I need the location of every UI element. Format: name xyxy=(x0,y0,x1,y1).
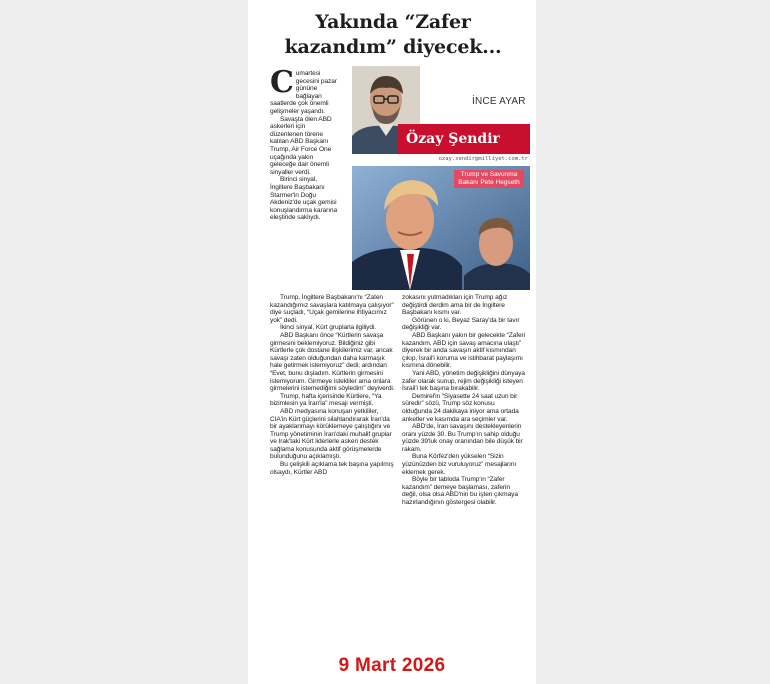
paragraph: Trump, hafta içerisinde Kürtlere, “Ya bizimlesin ya İran'la” mesajı vermişti. xyxy=(270,392,382,408)
photo-caption: Trump ve Savunma Bakanı Pete Hegseth xyxy=(454,170,524,188)
paragraph: Savaşta ölen ABD askerleri için düzenlenen törene katılan ABD Başkanı Trump, Air Force One uçağında yakın geleceğe dair önemli sinyaller verdi. xyxy=(270,115,332,176)
article-headline: Yakında “Zafer kazandım” diyecek... xyxy=(284,11,502,58)
paragraph: Birinci sinyal, İngiltere Başbakanı Starmer'in Doğu Akdeniz'de uçak gemisi konuşlandırma kararına eleştiride saklıydı. xyxy=(270,176,338,222)
columnist-header xyxy=(352,66,530,162)
article-column-left-bottom xyxy=(270,294,395,476)
column-series-name: İNCE AYAR xyxy=(472,96,526,107)
author-email: ozay.sendir@milliyet.com.tr xyxy=(438,156,528,162)
paragraph: ABD medyasına konuşan yetkililer, CIA'in Kürt güçlerini silahlandırarak İran'da bir ayaklanmayı körüklemeye çalıştığını ve Trump yönetiminin İran'daki muhalif gruplar ve Irak'taki Kürt liderlerle askeri destek sağlama konusunda aktif görüşmelerde bulunduğunu açıklamıştı. xyxy=(270,407,392,461)
publication-date: 9 Mart 2026 xyxy=(338,655,446,676)
paragraph: ABD Başkanı yakın bir gelecekte “Zaferi kazandım, ABD için savaş amacına ulaştı” diyerek bir anda savaşın aktif kısmından çıkıp, İsrail'i koruma ve istihbarat paylaşımı kısmına dönebilir. xyxy=(402,331,526,370)
paragraph: Yani ABD, yönetim değişikliğini dünyaya zafer olarak sunup, rejim değişikliği isteyen İsrail'i tek başına bırakabilir. xyxy=(402,369,525,393)
paragraph: İkinci sinyal, Kürt gruplarla ilgiliydi. xyxy=(280,324,377,332)
paragraph: Görünen o ki, Beyaz Saray'da bir tavır değişikliği var. xyxy=(402,316,520,332)
paragraph: Trump, İngiltere Başbakanı'nı “Zaten kazandığımız savaşlara katılmaya çalışıyor” diye suçladı, “Uçak gemilerine ihtiyacımız yok” dedi. xyxy=(270,294,394,324)
author-name: Özay Şendir xyxy=(398,124,530,154)
article-column-left-top xyxy=(270,65,340,222)
article-photo xyxy=(352,166,530,290)
dropcap: C xyxy=(270,65,294,100)
paragraph: ABD'de, İran savaşını destekleyenlerin oranı yüzde 30. Bu Trump'ın sahip olduğu yüzde 39'luk onay oranından bile düşük bir rakam. xyxy=(402,423,523,453)
paragraph: Bu çelişkili açıklama tek başına yapılmış olsaydı, Kürtler ABD xyxy=(270,461,394,476)
paragraph: ABD Başkanı önce “Kürtlerin savaşa girmesini beklemiyoruz. Bildiğiniz gibi Kürtlerle çok dostane ilişkilerimiz var, ancak savaşı zaten olduğundan daha karmaşık hale getirmek istemiyoruz” dedi; ardından “Evet, bunu dışladım. Kürtlerin girmesini istemiyorum. Girmeye istekliler ama onlara girmelerini istemediğimi söyledim” deyiverdi. xyxy=(270,331,395,393)
article-column-right xyxy=(402,294,526,507)
intro-paragraph xyxy=(270,65,340,116)
paragraph: Böyle bir tabloda Trump'ın “Zafer kazandım” demeye başlaması, zaferin değil, olsa olsa ABD'nin bu işten çıkmaya hazırlandığının göstergesi olabilir. xyxy=(402,476,518,507)
paragraph: zokasını yutmadıkları için Trump ağız değiştirdi derdim ama bir de İngiltere Başbakanı kısmı var. xyxy=(402,294,508,317)
intro-text: umartesi gecesini pazar gününe bağlayan saatlerde çok önemli gelişmeler yaşandı. xyxy=(270,70,337,115)
newspaper-clipping xyxy=(248,0,536,684)
paragraph: Demirel'in “Siyasette 24 saat uzun bir süredir” sözü, Trump söz konusu olduğunda 24 dakikaya iniyor ama ortada anketler ve kasımda ara seçimler var. xyxy=(402,392,519,423)
paragraph: Buna Körfez'den yükselen “Sizin yüzünüzden biz vuruluyoruz” mesajlarını eklemek gerek. xyxy=(402,453,517,476)
